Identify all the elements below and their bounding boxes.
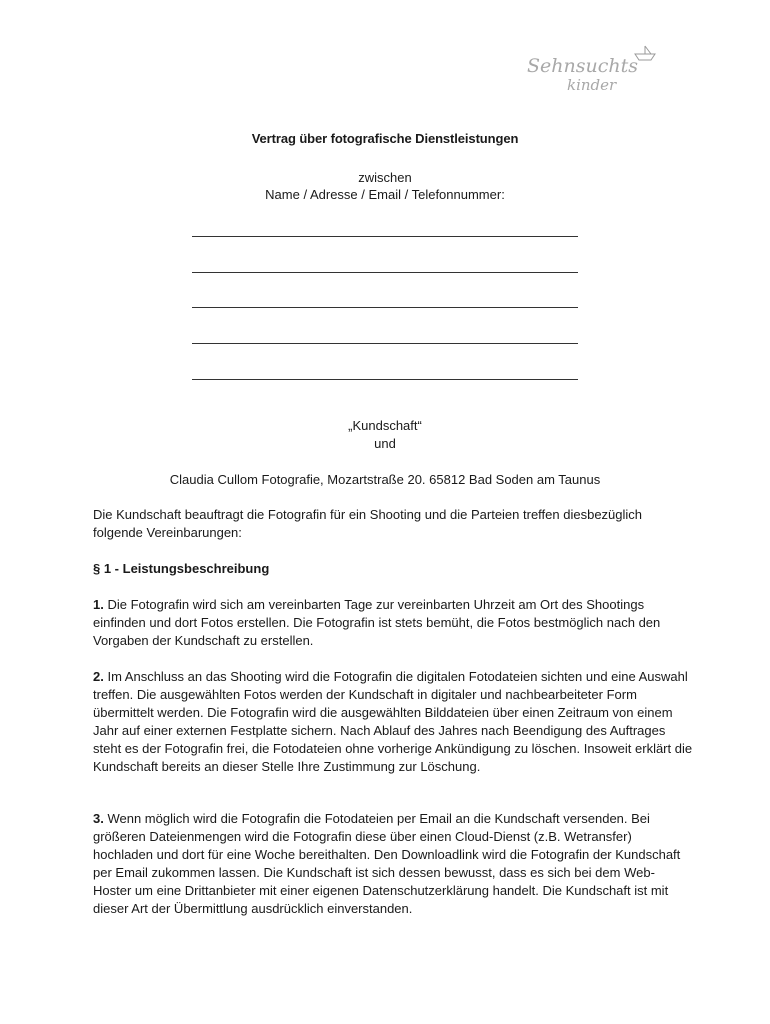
section-heading: § 1 - Leistungsbeschreibung <box>93 561 270 576</box>
svg-text:Sehnsuchts: Sehnsuchts <box>527 55 638 77</box>
clause-3 <box>93 810 693 918</box>
fill-line-5[interactable] <box>192 379 578 380</box>
document-title: Vertrag über fotografische Dienstleistungen <box>251 131 519 146</box>
clause-number: 3. <box>93 811 104 826</box>
customer-label: „Kundschaft“ <box>348 418 422 433</box>
clause-1 <box>93 596 693 650</box>
clause-2 <box>93 668 693 776</box>
fill-line-2[interactable] <box>192 272 578 273</box>
clause-number: 1. <box>93 597 104 612</box>
photographer-line: Claudia Cullom Fotografie, Mozartstraße 20. 65812 Bad Soden am Taunus <box>169 472 601 487</box>
fill-line-3[interactable] <box>192 307 578 308</box>
intro-paragraph <box>93 506 693 542</box>
fields-label: Name / Adresse / Email / Telefonnummer: <box>265 187 505 202</box>
intro-text: Die Kundschaft beauftragt die Fotografin für ein Shooting und die Parteien treffen diesbezüglich folgende Vereinbarungen: <box>93 507 643 540</box>
brand-logo <box>525 42 675 97</box>
between-label: zwischen <box>358 170 412 185</box>
clause-number: 2. <box>93 669 104 684</box>
and-label: und <box>374 436 396 451</box>
svg-text:kinder: kinder <box>567 76 617 94</box>
clause-text: Wenn möglich wird die Fotografin die Fotodateien per Email an die Kundschaft versenden. Bei größeren Dateienmengen wird die Fotografin diese über einen Cloud-Dienst (z.B. Wetransfer) hochladen und dort für eine Woche bereithalten. Den Downloadlink wird die Fotografin der Kundschaft per Email zukommen lassen. Die Kundschaft ist sich dessen bewusst, dass es sich bei dem Web-Hoster um eine Drittanbieter mit einer eigenen Datenschutzerklärung handelt. Die Kundschaft ist mit dieser Art der Übermittlung ausdrücklich einverstanden. <box>93 811 681 916</box>
clause-text: Im Anschluss an das Shooting wird die Fotografin die digitalen Fotodateien sichten und eine Auswahl treffen. Die ausgewählten Fotos werden der Kundschaft in digitaler und nachbearbeiteter Form übermittelt werden. Die Fotografin wird die ausgewählten Bilddateien über einen Zeitraum von einem Jahr auf einer externen Festplatte sichern. Nach Ablauf des Jahres nach Beendigung des Auftrages steht es der Fotografin frei, die Fotodateien ohne vorherige Ankündigung zu löschen. Insoweit erklärt die Kundschaft bereits an dieser Stelle Ihre Zustimmung zur Löschung. <box>93 669 693 774</box>
clause-text: Die Fotografin wird sich am vereinbarten Tage zur vereinbarten Uhrzeit am Ort des Shootings einfinden und dort Fotos erstellen. Die Fotografin ist stets bemüht, die Fotos bestmöglich nach den Vorgaben der Kundschaft zu erstellen. <box>93 597 661 648</box>
fill-line-4[interactable] <box>192 343 578 344</box>
paper-boat-icon <box>525 42 675 97</box>
fill-line-1[interactable] <box>192 236 578 237</box>
